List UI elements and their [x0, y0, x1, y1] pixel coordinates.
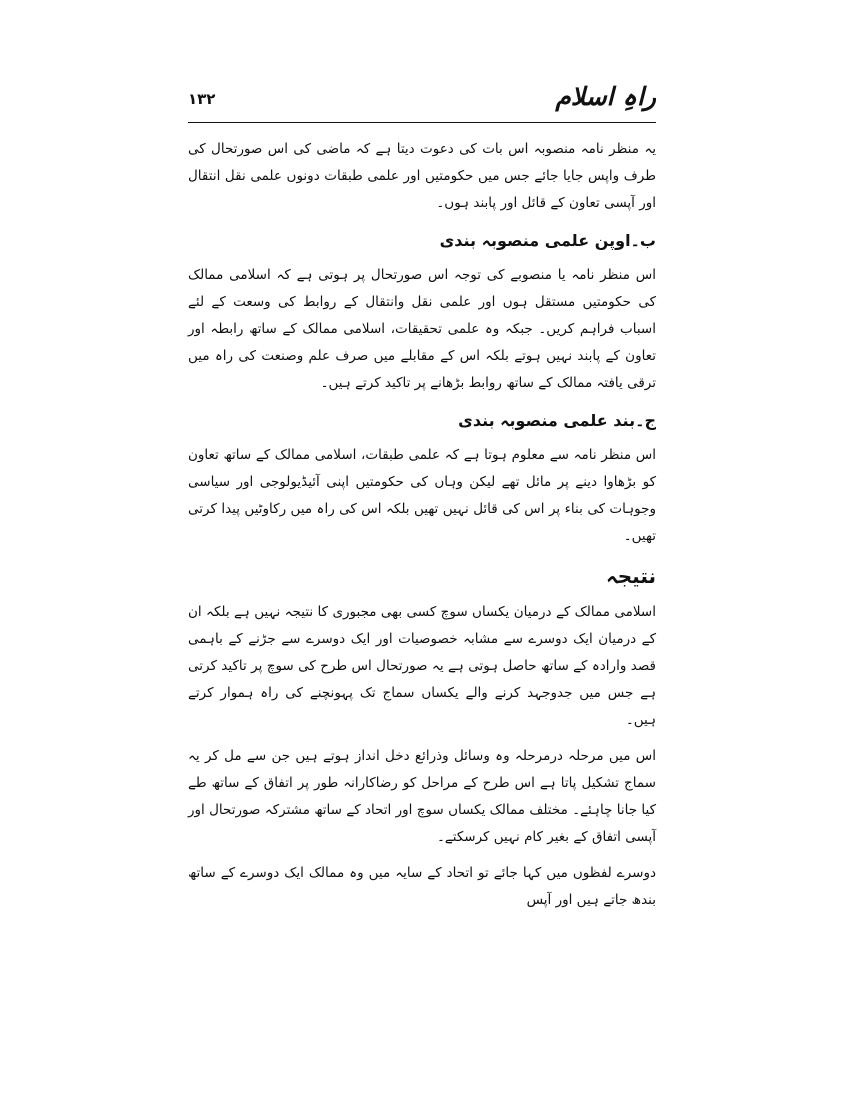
- paragraph-scenario-intro: یہ منظر نامہ منصوبہ اس بات کی دعوت دیتا ہے کہ ماضی کی اس صورتحال کی طرف واپس جایا جائے جس میں حکومتیں اور علمی طبقات دونوں علمی نقل انتقال اور آپسی تعاون کے قائل اور پابند ہوں۔: [188, 141, 656, 211]
- paragraph-stages: اس میں مرحلہ درمرحلہ وہ وسائل وذرائع دخل انداز ہوتے ہیں جن سے مل کر یہ سماج تشکیل پاتا ہے اس طرح کے مراحل کو رضاکارانہ طور پر اتفاق کے ساتھ طے کیا جانا چاہئے۔ مختلف ممالک یکساں سوچ اور اتحاد کے ساتھ مشترکہ صورتحال اور آپسی اتفاق کے بغیر کام نہیں کرسکتے۔: [188, 748, 656, 845]
- paragraph-unity: دوسرے لفظوں میں کہا جائے تو اتحاد کے سایہ میں وہ ممالک ایک دوسرے کے ساتھ بندھ جاتے ہیں اور آپس: [188, 865, 656, 908]
- heading-open-planning: ب۔اوپن علمی منصوبہ بندی: [439, 231, 656, 250]
- header-rule: [188, 122, 656, 123]
- page-header: [188, 80, 656, 120]
- body-text: [188, 136, 656, 923]
- paragraph-closed-planning: اس منظر نامہ سے معلوم ہوتا ہے کہ علمی طبقات، اسلامی ممالک کے ساتھ تعاون کو بڑھاوا دینے پر مائل تھے لیکن وہاں کی حکومتیں اپنی آئیڈیولوجی اور سیاسی وجوہات کی بناء پر اس کی قائل نہیں تھیں بلکہ اس کی راہ میں رکاوٹیں پیدا کرتی تھیں۔: [188, 447, 656, 544]
- heading-result: نتیجہ: [606, 564, 656, 588]
- heading-closed-planning: ج۔بند علمی منصوبہ بندی: [458, 411, 656, 430]
- running-title: راہِ اسلام: [555, 82, 656, 111]
- page-number: ۱۳۲: [188, 90, 216, 108]
- paragraph-result: اسلامی ممالک کے درمیان یکساں سوچ کسی بھی مجبوری کا نتیجہ نہیں ہے بلکہ ان کے درمیان ایک دوسرے سے مشابہ خصوصیات اور ایک دوسرے سے جڑنے کے باہمی قصد وارادہ کے ساتھ حاصل ہوتی ہے یہ صورتحال اس طرح کی سوچ پر تاکید کرتی ہے جس میں جدوجہد کرنے والے یکساں سماج تک پہونچنے کی راہ ہموار کرتے ہیں۔: [188, 604, 656, 728]
- paragraph-open-planning: اس منظر نامہ یا منصوبے کی توجہ اس صورتحال پر ہوتی ہے کہ اسلامی ممالک کی حکومتیں مستقل ہوں اور علمی نقل وانتقال کے روابط کی وسعت کے لئے اسباب فراہم کریں۔ جبکہ وہ علمی تحقیقات، اسلامی ممالک کے ساتھ رابطہ اور تعاون کے پابند نہیں ہوتے بلکہ اس کے مقابلے میں صرف علم وصنعت کی راہ میں ترقی یافتہ ممالک کے ساتھ روابط بڑھانے پر تاکید کرتے ہیں۔: [188, 267, 656, 391]
